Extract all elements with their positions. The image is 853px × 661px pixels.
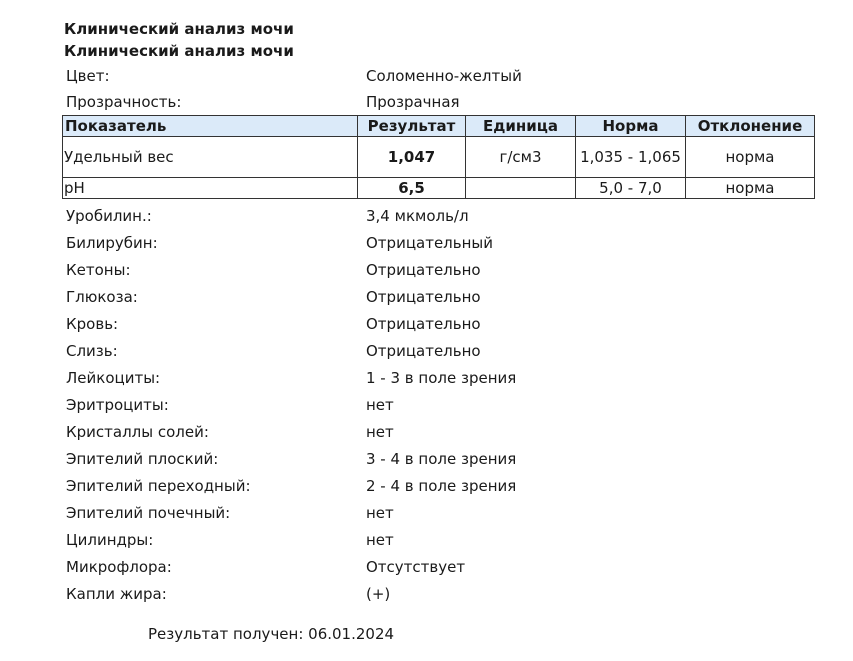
item-value: 2 - 4 в поле зрения (366, 477, 517, 495)
item-label: Капли жира: (66, 585, 167, 603)
cell-norm: 1,035 - 1,065 (576, 137, 686, 178)
table-row (63, 178, 815, 199)
item-label: Кровь: (66, 315, 119, 333)
list-item (66, 476, 766, 496)
item-label: Эпителий плоский: (66, 450, 219, 468)
item-value: Отрицательно (366, 342, 481, 360)
color-label: Цвет: (66, 67, 110, 85)
item-label: Эпителий переходный: (66, 477, 251, 495)
cell-norm: 5,0 - 7,0 (576, 178, 686, 199)
item-label: Кетоны: (66, 261, 131, 279)
item-label: Глюкоза: (66, 288, 138, 306)
item-label: Лейкоциты: (66, 369, 161, 387)
results-table (62, 115, 815, 199)
item-value: нет (366, 423, 394, 441)
list-item (66, 584, 766, 604)
header-deviation: Отклонение (686, 116, 815, 137)
list-item (66, 368, 766, 388)
item-value: 1 - 3 в поле зрения (366, 369, 517, 387)
item-label: Уробилин.: (66, 207, 152, 225)
list-item (66, 449, 766, 469)
list-item (66, 395, 766, 415)
cell-unit (466, 178, 576, 199)
list-item (66, 206, 766, 226)
cell-deviation: норма (686, 178, 815, 199)
list-item (66, 530, 766, 550)
report-subtitle: Клинический анализ мочи (64, 42, 294, 60)
report-title: Клинический анализ мочи (64, 20, 294, 38)
item-label: Слизь: (66, 342, 118, 360)
item-label: Микрофлора: (66, 558, 172, 576)
item-value: 3 - 4 в поле зрения (366, 450, 517, 468)
cell-result: 1,047 (358, 137, 466, 178)
table-row (63, 137, 815, 178)
list-item (66, 287, 766, 307)
list-item (66, 233, 766, 253)
item-value: Отсутствует (366, 558, 466, 576)
list-item (66, 314, 766, 334)
item-label: Билирубин: (66, 234, 158, 252)
color-value: Соломенно-желтый (366, 67, 522, 85)
item-value: Отрицательно (366, 261, 481, 279)
transparency-row (66, 92, 766, 112)
item-label: Цилиндры: (66, 531, 154, 549)
result-date: Результат получен: 06.01.2024 (148, 625, 395, 643)
list-item (66, 341, 766, 361)
item-value: Отрицательный (366, 234, 494, 252)
list-item (66, 260, 766, 280)
cell-deviation: норма (686, 137, 815, 178)
header-unit: Единица (466, 116, 576, 137)
header-indicator: Показатель (63, 116, 358, 137)
header-result: Результат (358, 116, 466, 137)
item-value: нет (366, 396, 394, 414)
table-header-row (63, 116, 815, 137)
cell-name: pH (63, 178, 358, 199)
item-value: нет (366, 504, 394, 522)
item-label: Кристаллы солей: (66, 423, 209, 441)
cell-result: 6,5 (358, 178, 466, 199)
list-item (66, 503, 766, 523)
item-label: Эпителий почечный: (66, 504, 231, 522)
item-value: нет (366, 531, 394, 549)
item-value: Отрицательно (366, 315, 481, 333)
cell-unit: г/см3 (466, 137, 576, 178)
item-value: 3,4 мкмоль/л (366, 207, 469, 225)
transparency-label: Прозрачность: (66, 93, 182, 111)
item-label: Эритроциты: (66, 396, 169, 414)
color-row (66, 66, 766, 86)
item-value: (+) (366, 585, 391, 603)
list-item (66, 557, 766, 577)
header-norm: Норма (576, 116, 686, 137)
list-item (66, 422, 766, 442)
item-value: Отрицательно (366, 288, 481, 306)
cell-name: Удельный вес (63, 137, 358, 178)
transparency-value: Прозрачная (366, 93, 460, 111)
